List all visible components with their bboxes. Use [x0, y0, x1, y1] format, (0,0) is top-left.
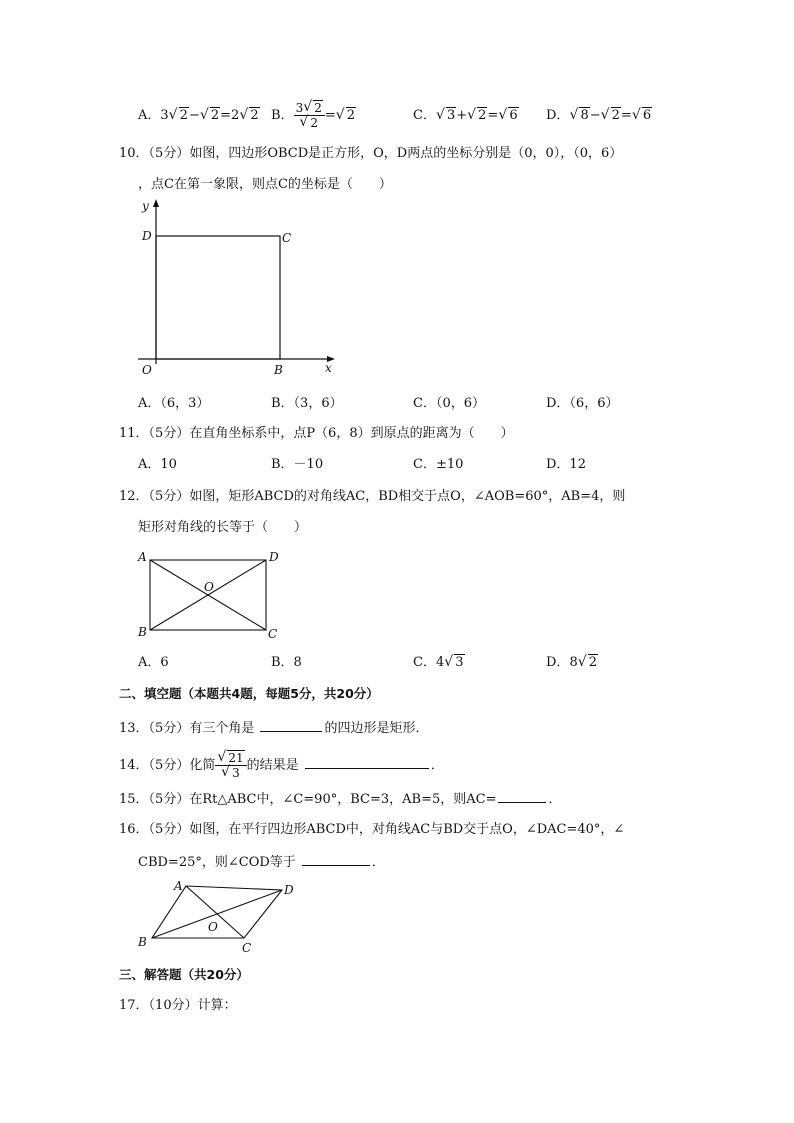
q9-option-a: A．3√ 2−√ 2=2√ 2	[138, 108, 260, 124]
q11-option-c: C．±10	[413, 457, 464, 472]
q10-label-x: x	[325, 361, 332, 375]
q10-label-o: O	[142, 363, 152, 377]
q15-stem: 15．（5分）在Rt△ABC中，∠C=90°，BC=3，AB=5，则AC= ．	[119, 792, 562, 807]
section-solution-heading: 三、解答题（共20分）	[119, 967, 249, 982]
q10-figure-square	[132, 196, 338, 382]
q16-figure-parallelogram	[134, 876, 300, 956]
q12-option-a: A．6	[138, 655, 169, 670]
q16-label-c: C	[242, 941, 252, 955]
q12-label-b: B	[138, 625, 147, 639]
q12-option-c: C．4√ 3	[413, 655, 465, 671]
q10-option-c: C．（0，6）	[413, 396, 485, 411]
q11-stem: 11．（5分）在直角坐标系中，点P（6，8）到原点的距离为（ ）	[119, 426, 514, 441]
q9-option-d: D．√ 8−√ 2=√ 6	[546, 108, 652, 124]
q10-stem-line2: ，点C在第一象限，则点C的坐标是（ ）	[138, 177, 392, 192]
q12-stem-line2: 矩形对角线的长等于（ ）	[138, 520, 308, 535]
q14-stem: 14．（5分）化简 √ 21 √ 3 的结果是 ．	[119, 746, 444, 786]
q16-stem-line2: CBD=25°，则∠COD等于 ．	[138, 855, 385, 870]
q10-option-a: A．（6，3）	[138, 396, 210, 411]
q10-label-c: C	[282, 231, 292, 245]
q12-label-a: A	[138, 550, 147, 564]
q9-option-c: C．√ 3+√ 2=√ 6	[413, 108, 519, 124]
q12-figure-rectangle	[134, 546, 284, 642]
q16-stem-line1: 16．（5分）如图，在平行四边形ABCD中，对角线AC与BD交于点O，∠DAC=40°，∠	[119, 822, 625, 837]
q17-stem: 17．（10分）计算：	[119, 998, 237, 1013]
q10-option-b: B．（3，6）	[271, 396, 343, 411]
q12-label-d: D	[269, 550, 279, 564]
q10-stem-line1: 10．（5分）如图，四边形OBCD是正方形，O，D两点的坐标分别是（0，0），（0，6）	[119, 146, 623, 161]
q12-option-b: B．8	[271, 655, 302, 670]
q10-label-b: B	[274, 363, 283, 377]
q12-stem-line1: 12．（5分）如图，矩形ABCD的对角线AC，BD相交于点O，∠AOB=60°，AB=4，则	[119, 489, 626, 504]
q9-option-b: B． 3√ 2 √ 2 =√ 2	[271, 96, 356, 136]
q10-label-d: D	[142, 229, 152, 243]
q12-option-d: D．8√ 2	[546, 655, 598, 671]
q16-label-d: D	[284, 883, 294, 897]
q16-label-a: A	[174, 879, 183, 893]
q16-label-b: B	[138, 935, 147, 949]
q16-answer-blank[interactable]	[302, 853, 370, 866]
q10-option-d: D．（6，6）	[546, 396, 619, 411]
q12-label-c: C	[268, 627, 278, 641]
q11-option-a: A．10	[138, 457, 177, 472]
q14-answer-blank[interactable]	[305, 756, 429, 769]
q11-option-b: B．－10	[271, 457, 324, 472]
q13-answer-blank[interactable]	[260, 719, 322, 732]
q15-answer-blank[interactable]	[498, 790, 546, 803]
q11-option-d: D．12	[546, 457, 586, 472]
q16-label-o: O	[208, 920, 218, 934]
section-fill-in-blank-heading: 二、填空题（本题共4题，每题5分，共20分）	[119, 686, 379, 701]
q13-stem: 13．（5分）有三个角是 的四边形是矩形．	[119, 721, 429, 736]
q12-label-o: O	[204, 580, 214, 594]
q10-label-y: y	[142, 199, 149, 213]
